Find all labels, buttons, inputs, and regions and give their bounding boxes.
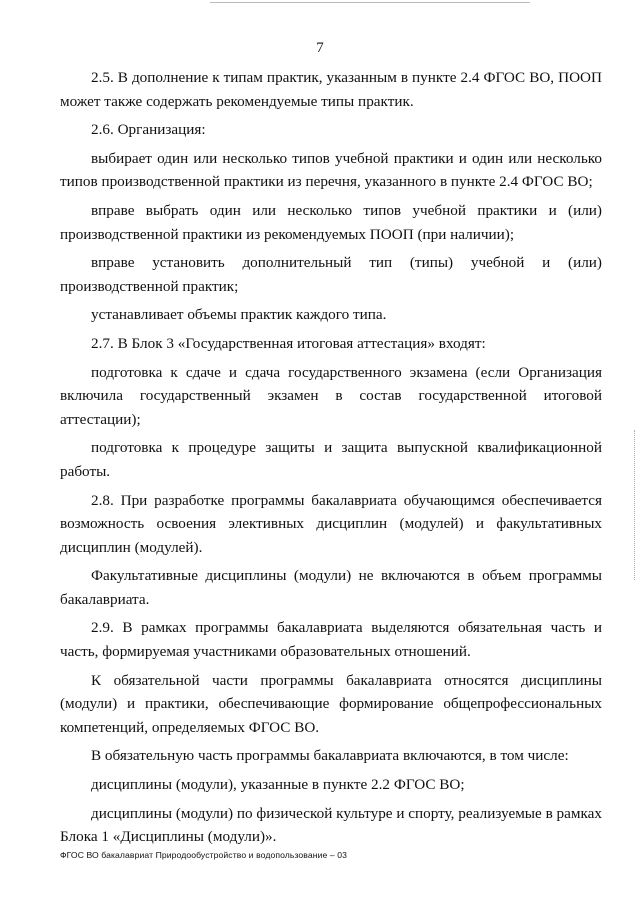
paragraph-mandatory-part: К обязательной части программы бакалавриата относятся дисциплины (модули) и практики, обеспечивающие формирование общепрофессиональных компетенций, определяемых ФГОС ВО. xyxy=(60,671,602,736)
paragraph-may-add-type: вправе установить дополнительный тип (типы) учебной и (или) производственной практик; xyxy=(60,254,602,295)
page-footer: ФГОС ВО бакалавриат Природообустройство и водопользование – 03 xyxy=(60,850,347,860)
document-body xyxy=(60,66,602,854)
paragraph-2-5: 2.5. В дополнение к типам практик, указанным в пункте 2.4 ФГОС ВО, ПООП может также содержать рекомендуемые типы практик. xyxy=(60,69,602,110)
paragraph-select-types: выбирает один или несколько типов учебной практики и один или несколько типов производственной практики из перечня, указанного в пункте 2.4 ФГОС ВО; xyxy=(60,149,602,191)
paragraph-2-7: 2.7. В Блок 3 «Государственная итоговая аттестация» входят: xyxy=(91,334,486,352)
paragraph-exam-prep: подготовка к сдаче и сдача государственного экзамена (если Организация включила государственный экзамен в состав государственной итоговой аттестации); xyxy=(60,363,602,428)
paragraph-2-8: 2.8. При разработке программы бакалавриата обучающимся обеспечивается возможность освоения элективных дисциплин (модулей) и факультативных дисциплин (модулей). xyxy=(60,491,602,556)
paragraph-may-choose: вправе выбрать один или несколько типов учебной практики и (или) производственной практики из рекомендуемых ПООП (при наличии); xyxy=(60,201,602,243)
paragraph-mandatory-includes: В обязательную часть программы бакалавриата включаются, в том числе: xyxy=(91,747,569,765)
paragraph-2-9: 2.9. В рамках программы бакалавриата выделяются обязательная часть и часть, формируемая участниками образовательных отношений. xyxy=(60,619,602,661)
scan-margin-dots xyxy=(632,430,635,580)
paragraph-2-6: 2.6. Организация: xyxy=(91,121,206,139)
paragraph-disciplines-2-2: дисциплины (модули), указанные в пункте 2.2 ФГОС ВО; xyxy=(91,776,465,794)
page-number: 7 xyxy=(316,40,324,56)
paragraph-thesis-defense: подготовка к процедуре защиты и защита выпускной квалификационной работы. xyxy=(60,439,602,480)
top-edge-line xyxy=(210,2,530,3)
paragraph-sets-volumes: устанавливает объемы практик каждого типа. xyxy=(91,306,387,324)
paragraph-optional-disciplines: Факультативные дисциплины (модули) не включаются в объем программы бакалавриата. xyxy=(60,567,602,608)
paragraph-physical-culture: дисциплины (модули) по физической культуре и спорту, реализуемые в рамках Блока 1 «Дисциплины (модули)». xyxy=(60,804,602,846)
